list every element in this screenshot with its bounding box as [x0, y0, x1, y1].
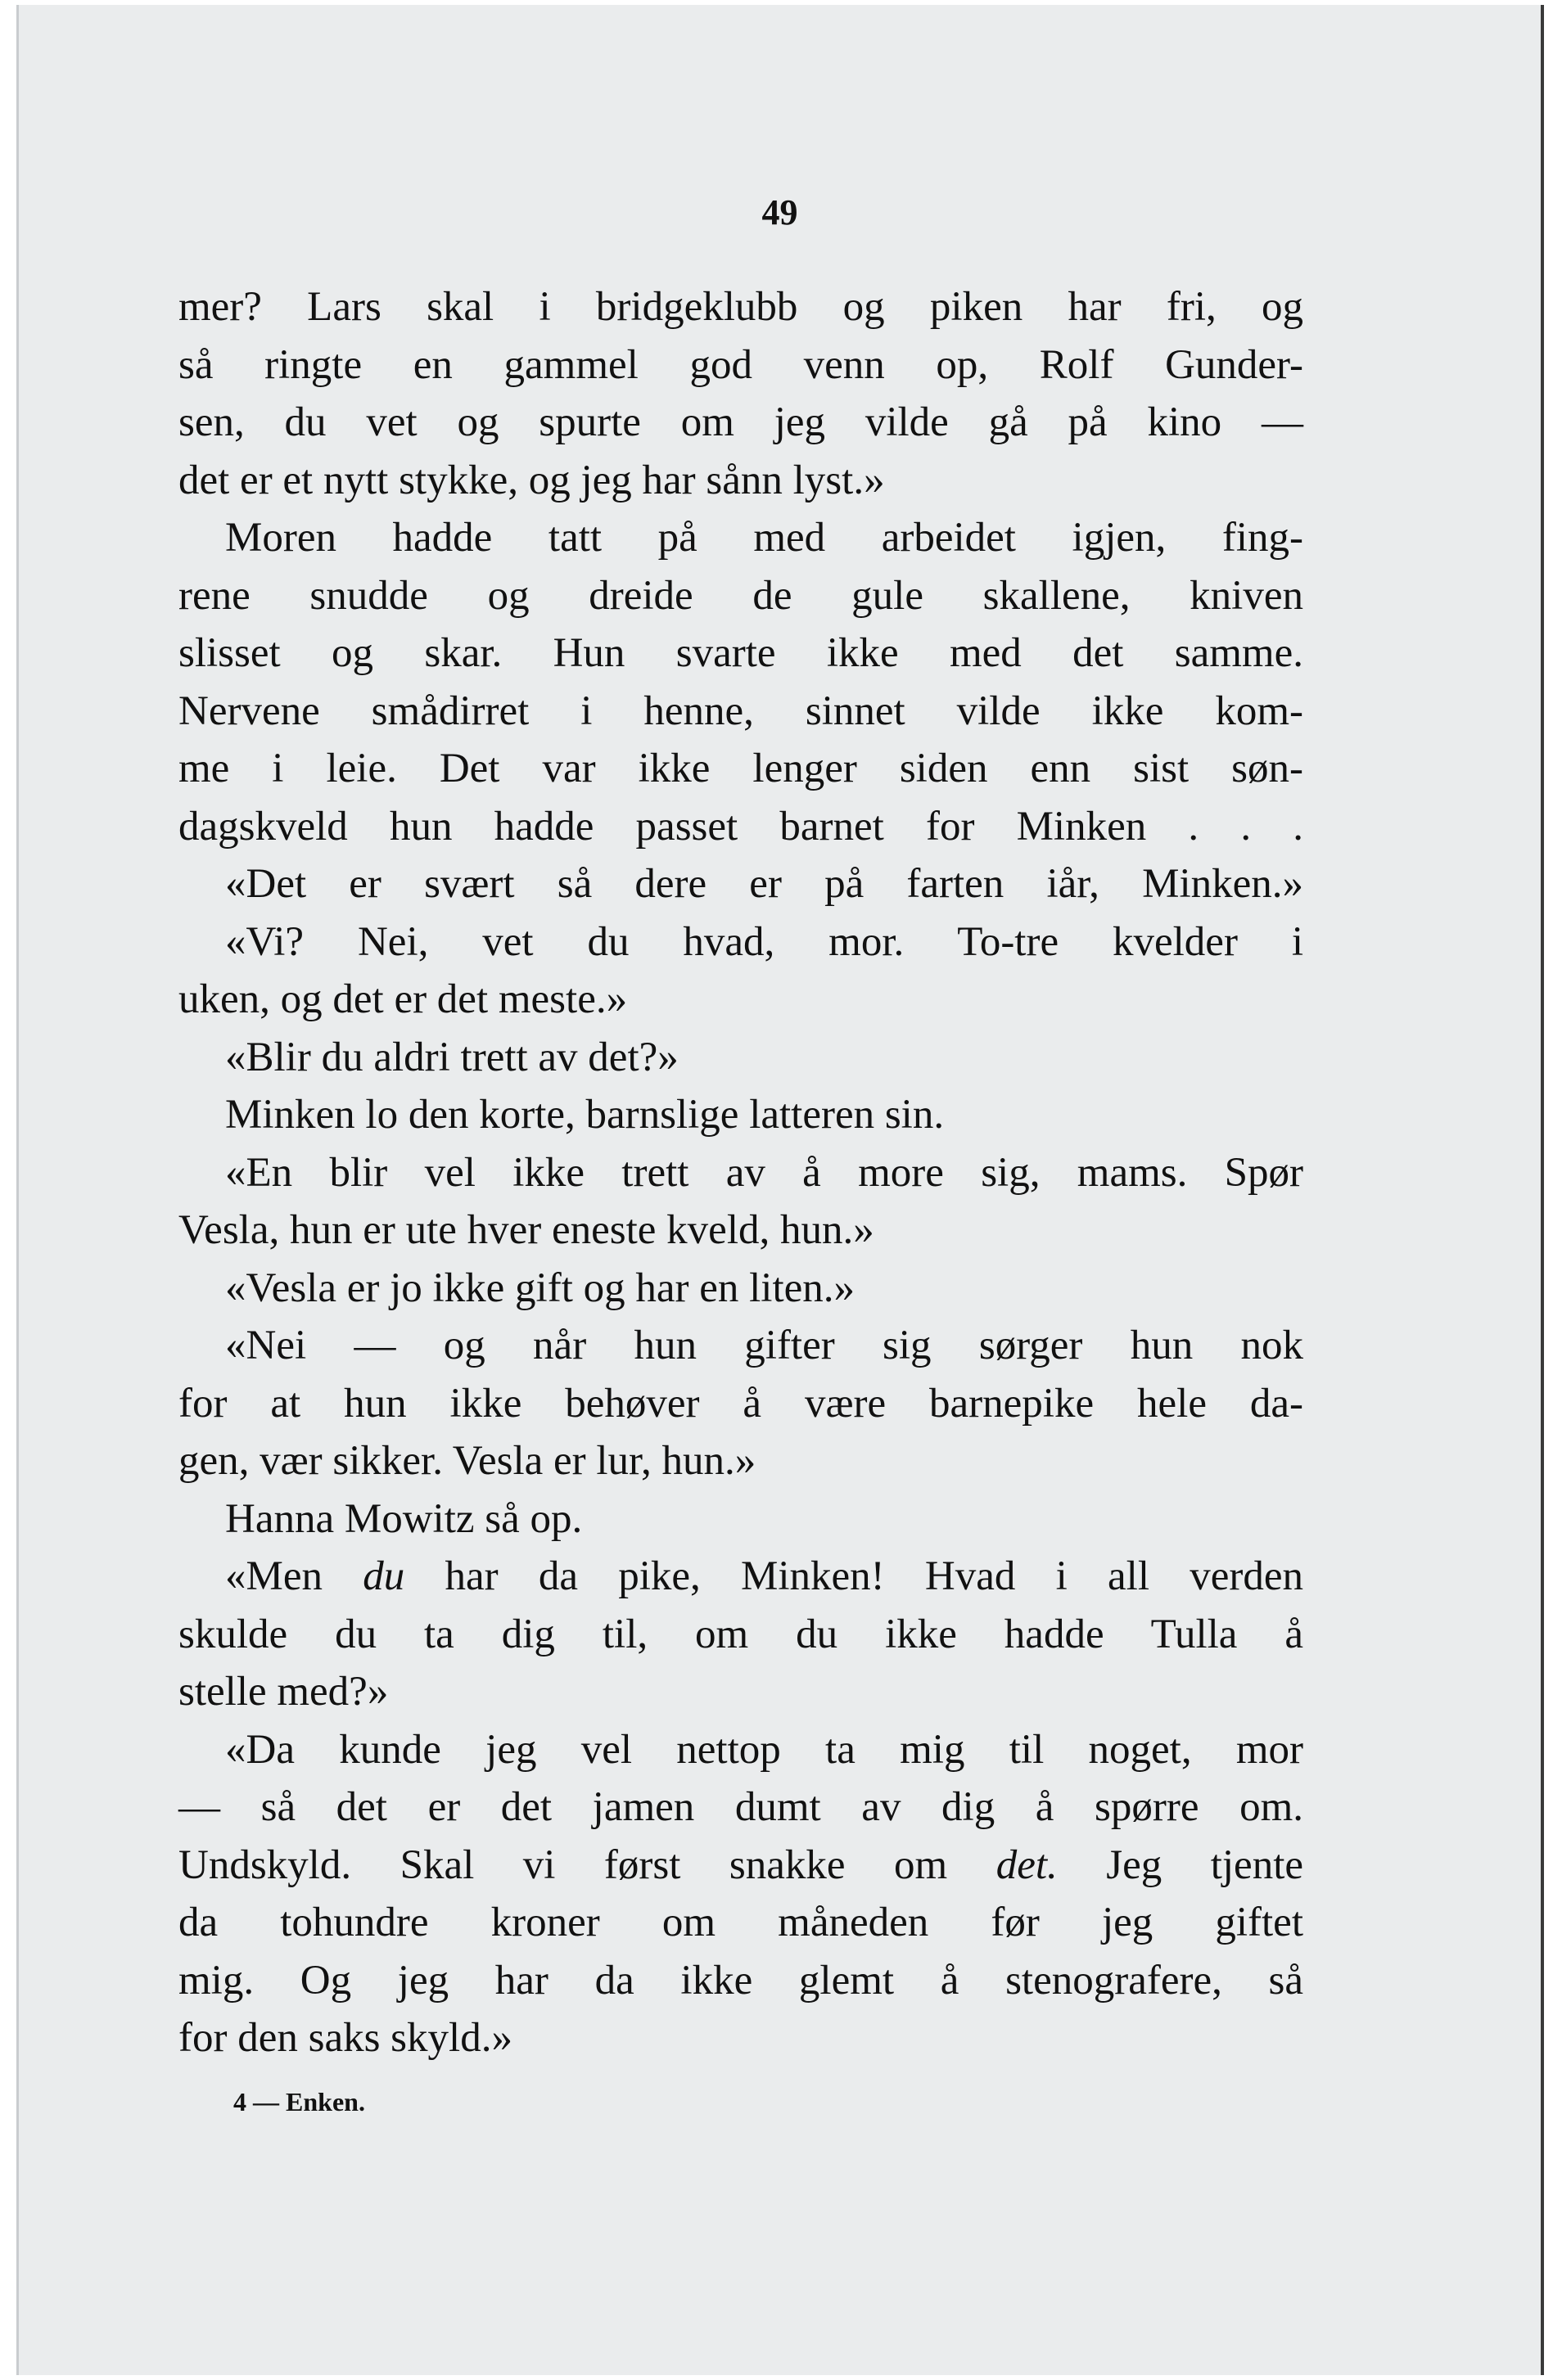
text-line: så ringte en gammel god venn op, Rolf Gunder-	[178, 341, 1303, 388]
text-line: mer? Lars skal i bridgeklubb og piken har fri, og	[178, 284, 1303, 330]
text-line: «Men du har da pike, Minken! Hvad i all verden	[225, 1553, 1303, 1599]
text-line: Hanna Mowitz så op.	[225, 1495, 583, 1542]
signature-mark: 4 — Enken.	[233, 2087, 365, 2116]
body-text	[178, 278, 1303, 2067]
text-line: — så det er det jamen dumt av dig å spørre om.	[178, 1784, 1303, 1830]
text-line: «Vi? Nei, vet du hvad, mor. To-tre kvelder i	[225, 918, 1303, 965]
text-line: gen, vær sikker. Vesla er lur, hun.»	[178, 1438, 756, 1484]
text-line: uken, og det er det meste.»	[178, 976, 628, 1022]
text-line: mig. Og jeg har da ikke glemt å stenografere, så	[178, 1957, 1303, 2004]
text-line: «Det er svært så dere er på farten iår, Minken.»	[225, 861, 1303, 907]
text-line: Undskyld. Skal vi først snakke om det. Jeg tjente	[178, 1841, 1304, 1888]
text-line: Nervene smådirret i henne, sinnet vilde ikke kom-	[178, 687, 1303, 734]
text-line: stelle med?»	[178, 1669, 389, 1715]
text-line: me i leie. Det var ikke lenger siden enn sist søn-	[178, 746, 1303, 791]
text-line: «Da kunde jeg vel nettop ta mig til noget, mor	[225, 1726, 1303, 1773]
text-line: «Vesla er jo ikke gift og har en liten.»	[225, 1264, 856, 1311]
text-line: dagskveld hun hadde passet barnet for Minken . . .	[178, 803, 1303, 850]
page-number: 49	[761, 192, 798, 232]
text-line: Vesla, hun er ute hver eneste kveld, hun.»	[178, 1207, 874, 1253]
text-line: da tohundre kroner om måneden før jeg giftet	[178, 1900, 1303, 1945]
text-line: «Blir du aldri trett av det?»	[225, 1034, 679, 1080]
text-line: sen, du vet og spurte om jeg vilde gå på kino —	[178, 399, 1303, 445]
text-line: «Nei — og når hun gifter sig sørger hun nok	[225, 1323, 1303, 1368]
text-line: det er et nytt stykke, og jeg har sånn lyst.»	[178, 457, 885, 503]
text-line: Minken lo den korte, barnslige latteren sin.	[225, 1092, 945, 1138]
text-line: skulde du ta dig til, om du ikke hadde Tulla å	[178, 1611, 1303, 1657]
text-line: rene snudde og dreide de gule skallene, kniven	[178, 572, 1303, 619]
text-line: «En blir vel ikke trett av å more sig, mams. Spør	[225, 1149, 1303, 1196]
text-line: Moren hadde tatt på med arbeidet igjen, fing-	[225, 515, 1303, 561]
book-page	[16, 5, 1544, 2375]
text-line: for den saks skyld.»	[178, 2015, 512, 2061]
text-line: slisset og skar. Hun svarte ikke med det samme.	[178, 630, 1303, 676]
text-line: for at hun ikke behøver å være barnepike hele da-	[178, 1380, 1303, 1427]
